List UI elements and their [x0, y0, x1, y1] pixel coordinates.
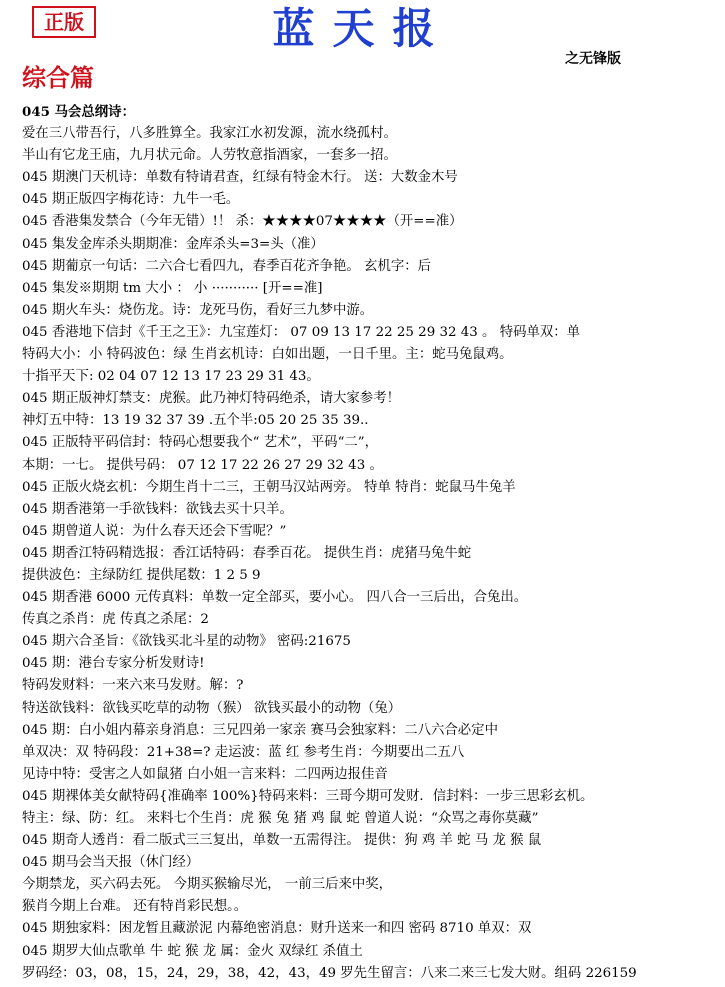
body-line: 045 期香港第一手欲钱料：欲钱去买十只羊。 — [22, 501, 293, 517]
edition-label: 之无锋版 — [565, 51, 621, 67]
body-line: 045 期正版四字梅花诗：九牛一毛。 — [22, 192, 240, 208]
body-line: 半山有它龙王庙，九月状元命。人劳牧意指酒家，一套多一招。 — [22, 148, 397, 164]
body-line: 045 期裸体美女献特码{准确率 100%}特码来料：三哥今期可发财．信封料：一步三思彩玄机。 — [22, 788, 594, 804]
body-line: 045 正版特平码信封：特码心想要我个“ 艺术”，平码“二”， — [22, 435, 379, 451]
body-line: 045 期正版神灯禁支：虎猴。此乃神灯特码绝杀，请大家参考！ — [22, 391, 400, 407]
body-line: 特码发财料：一来六来马发财。解：? — [22, 678, 244, 694]
body-line: 045 期葡京一句话：二六合七看四九，春季百花齐争艳。 玄机字：后 — [22, 258, 432, 274]
body-line: 罗码经：03，08，15，24，29，38，42，43，49 罗先生留言：八来二来三七发大财。组码 226159 — [22, 965, 637, 981]
body-line: 045 期马会当天报（休门经） — [22, 855, 200, 871]
body-line: 神灯五中特：13 19 32 37 39 .五个半:05 20 25 35 39.. — [22, 413, 369, 429]
body-line: 爱在三八带吾行，八多胜算全。我家江水初发源，流水绕孤村。 — [22, 126, 397, 142]
body-line: 045 期火车头：烧伤龙。诗：龙死马伤，看好三九梦中游。 — [22, 302, 374, 318]
body-line: 045 期：港台专家分析发财诗! — [22, 656, 205, 672]
body-line: 045 期澳门天机诗：单数有特请君查，红绿有特金木行。 送：大数金木号 — [22, 170, 458, 186]
body-line: 045 集发※期期 tm 大小 ： 小 ··········· [开==准] — [22, 280, 323, 296]
body-line: 045 期奇人透肖：看二版式三三复出，单数一五需得注。 提供：狗 鸡 羊 蛇 马 龙 猴 鼠 — [22, 833, 542, 849]
body-line: 045 香港地下信封《千王之王》：九宝莲灯： 07 09 13 17 22 25 29 32 43 。 特码单双：单 — [22, 324, 581, 340]
body-line: 特送欲钱料：欲钱买吃草的动物（猴） 欲钱买最小的动物（兔） — [22, 700, 402, 716]
section-title: 综合篇 — [22, 63, 94, 92]
body-line: 045 香港集发禁合（今年无错）!！ 杀：★★★★07★★★★（开==准） — [22, 214, 463, 230]
body-line: 十指平天下: 02 04 07 12 13 17 23 29 31 43。 — [22, 369, 320, 385]
body-line: 045 期六合圣旨：《欲钱买北斗星的动物》 密码:21675 — [22, 634, 351, 650]
body-line: 今期禁龙，买六码去死。 今期买猴输尽光， 一前三后来中奖， — [22, 877, 393, 893]
article-body — [22, 101, 712, 985]
body-line: 本期：一七。 提供号码： 07 12 17 22 26 27 29 32 43 。 — [22, 457, 383, 473]
body-line: 045 期曾道人说：为什么春天还会下雪呢？” — [22, 523, 287, 539]
body-line: 特码大小：小 特码波色：绿 生肖玄机诗：白如出题，一日千里。主：蛇马兔鼠鸡。 — [22, 347, 513, 363]
newspaper-masthead: 蓝天报 — [272, 4, 453, 53]
body-line: 045 期：白小姐内幕亲身消息：三兄四弟一家亲 赛马会独家料：二八六合必定中 — [22, 722, 498, 738]
body-line: 见诗中特：受害之人如鼠猪 白小姐一言来料：二四两边报佳音 — [22, 766, 388, 782]
body-line: 045 期罗大仙点歌单 牛 蛇 猴 龙 属：金火 双绿红 杀值土 — [22, 943, 363, 959]
body-line: 猴肖今期上台难。 还有特肖彩民想。。 — [22, 899, 248, 915]
genuine-edition-stamp: 正版 — [32, 6, 96, 38]
body-line: 045 集发金库杀头期期准：金库杀头=3=头（准） — [22, 236, 324, 252]
body-line: 045 期香江特码精选报：香江话特码：春季百花。 提供生肖：虎猪马兔牛蛇 — [22, 545, 472, 561]
body-line: 提供波色：主绿防红 提供尾数：1 2 5 9 — [22, 567, 261, 583]
body-line: 045 马会总纲诗： — [22, 104, 135, 120]
body-line: 单双决：双 特码段：21+38=? 走运波：蓝 红 参考生肖：今期要出二五八 — [22, 744, 465, 760]
body-line: 传真之杀肖：虎 传真之杀尾：2 — [22, 612, 209, 628]
body-line: 045 期独家料：困龙暂且藏淤泥 内幕绝密消息：财升送来一和四 密码 8710 单双：双 — [22, 921, 532, 937]
body-line: 特主：绿、防：红。 来料七个生肖：虎 猴 兔 猪 鸡 鼠 蛇 曾道人说：“众骂之毒你莫藏” — [22, 811, 539, 826]
body-line: 045 正版火烧玄机：今期生肖十二三，王朝马汉站两旁。 特单 特肖：蛇鼠马牛兔羊 — [22, 479, 516, 495]
body-line: 045 期香港 6000 元传真料：单数一定全部买，要小心。 四八合一三后出，合兔出。 — [22, 590, 528, 606]
